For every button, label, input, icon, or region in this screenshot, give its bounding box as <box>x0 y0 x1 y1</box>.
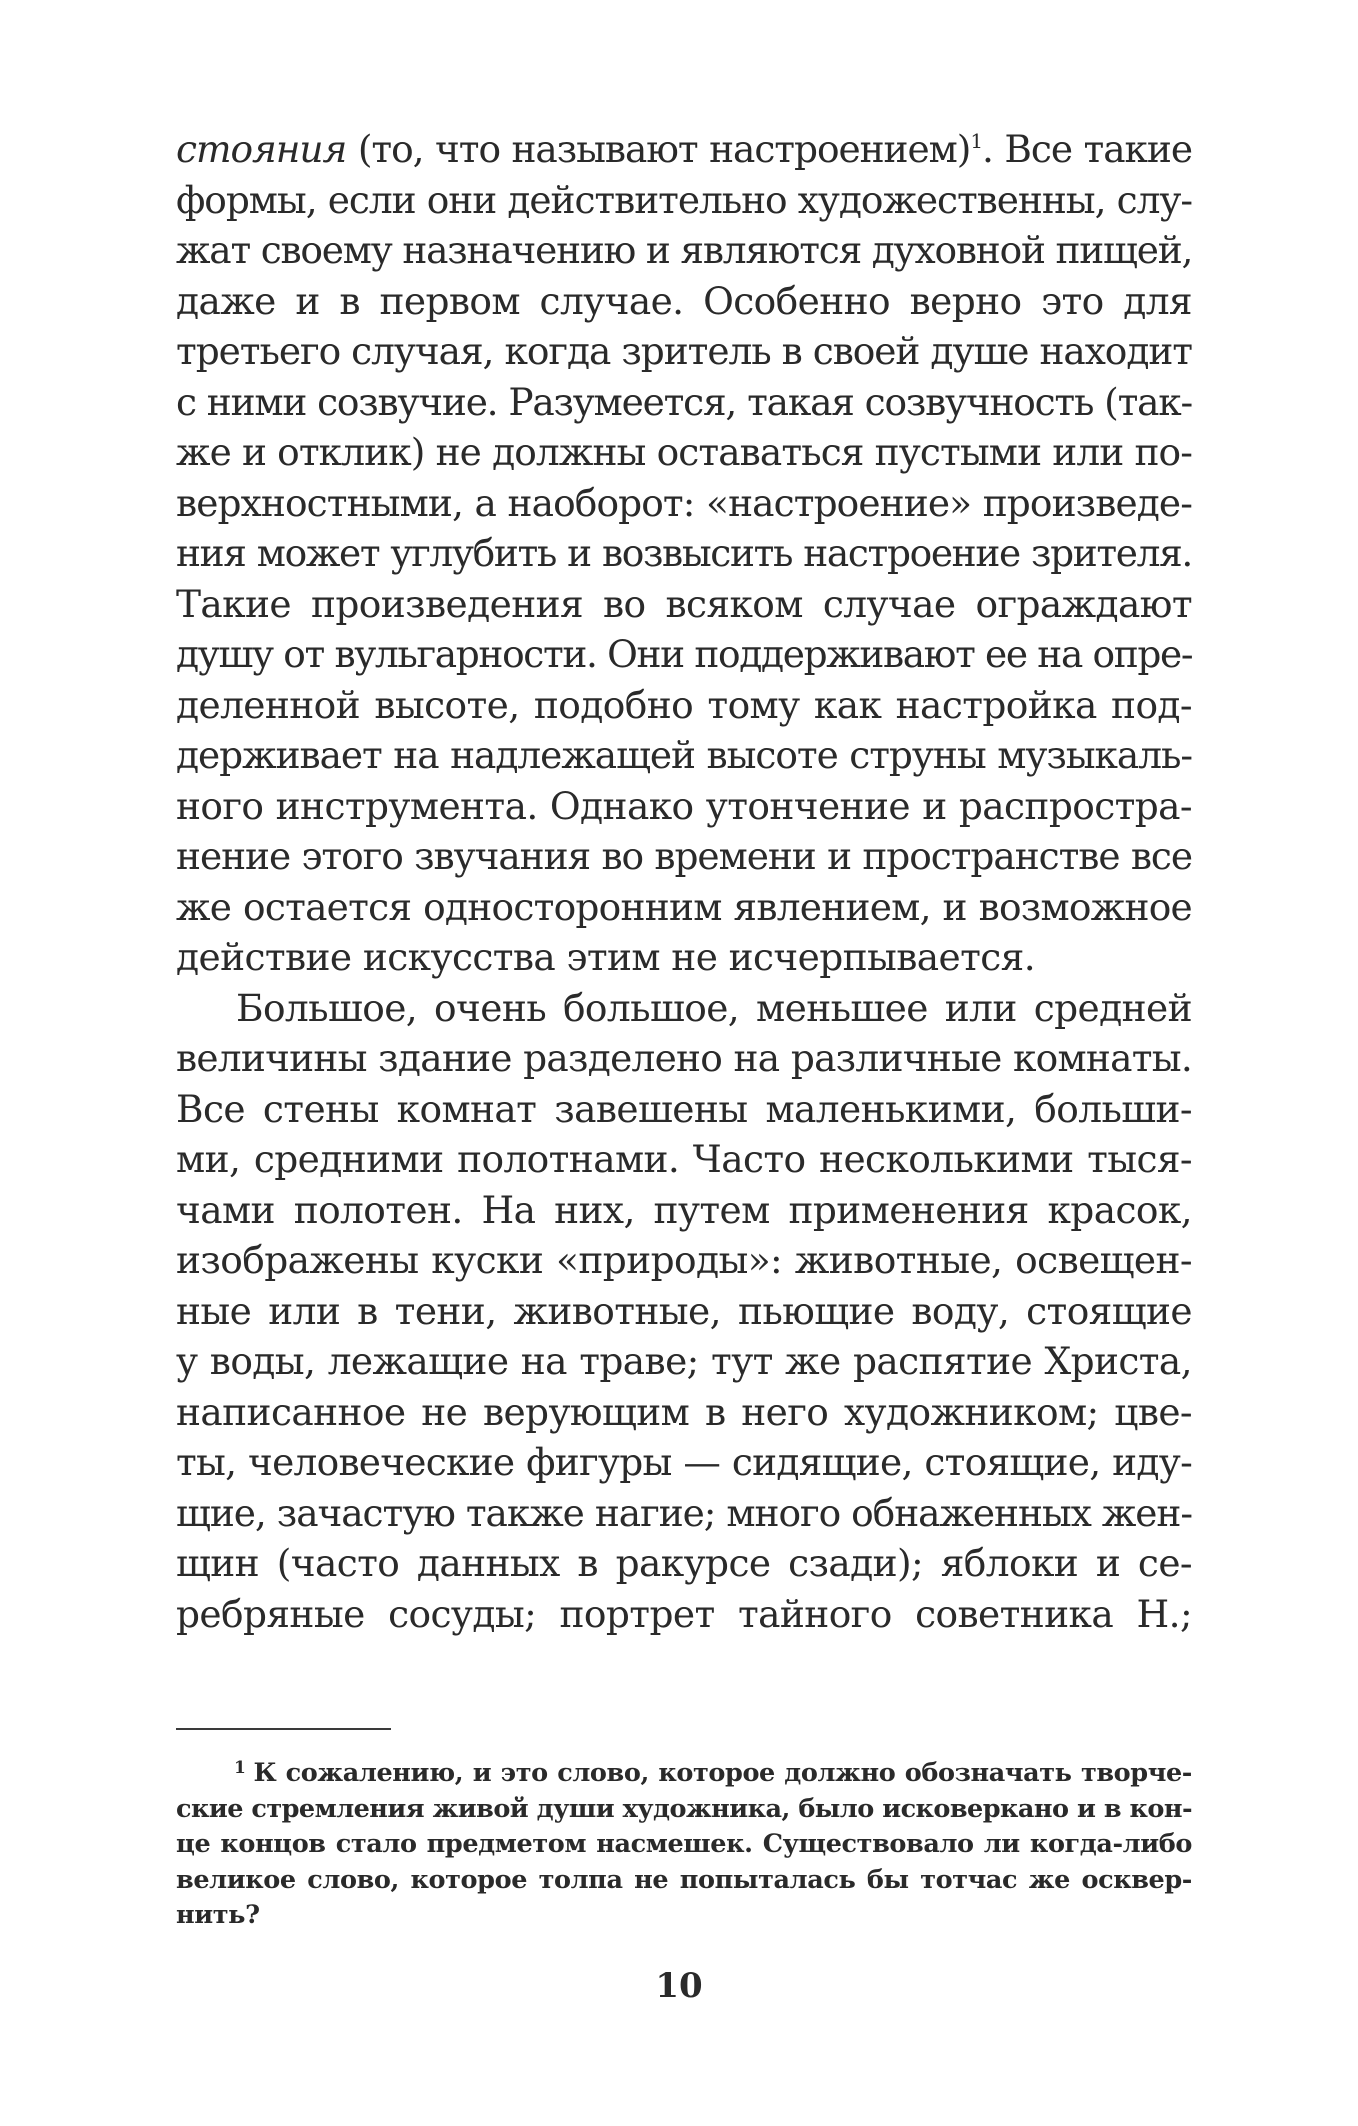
text-line: ного инструмента. Однако утончение и распростра- <box>176 783 1192 828</box>
text-line: же остается односторонним явлением, и возможное <box>176 884 1192 929</box>
text-line: ребряные сосуды; портрет тайного советника Н.; <box>176 1591 1192 1636</box>
text-line: деленной высоте, подобно тому как настройка под- <box>176 682 1192 727</box>
text-line: даже и в первом случае. Особенно верно это для <box>176 278 1192 323</box>
text-line: душу от вульгарности. Они поддерживают ее на опре- <box>176 632 1193 676</box>
text-line: Все стены комнат завешены маленькими, больши- <box>176 1086 1192 1131</box>
text-line: держивает на надлежащей высоте струны музыкаль- <box>176 733 1192 777</box>
footnote-line: великое слово, которое толпа не попыталась бы тотчас же осквер- <box>176 1864 1192 1895</box>
text-line: же и отклик) не должны оставаться пустыми или по- <box>176 430 1192 474</box>
text-line: Такие произведения во всяком случае ограждают <box>176 581 1192 626</box>
text-line: нение этого звучания во времени и пространстве все <box>176 834 1192 878</box>
footnote-line: $^1$ К сожалению, и это слово, которое должно обозначать творче- <box>234 1758 1192 1788</box>
paragraph-start-line: Большое, очень большое, меньшее или средней <box>236 985 1192 1030</box>
text-line: у воды, лежащие на траве; тут же распятие Христа, <box>176 1339 1192 1383</box>
text-line: жат своему назначению и являются духовной пищей, <box>176 228 1193 272</box>
text-line: щие, зачастую также нагие; много обнаженных жен- <box>176 1490 1192 1535</box>
text-line: верхностными, а наоборот: «настроение» произведе- <box>176 480 1192 525</box>
text-line: изображены куски «природы»: животные, освещен- <box>176 1238 1192 1282</box>
footnote-marker: 1 <box>234 1758 246 1778</box>
main-text <box>176 124 1192 1639</box>
text-line: действие искусства этим не исчерпывается. <box>176 935 1036 979</box>
footnote <box>176 1756 1192 1934</box>
text-line: ми, средними полотнами. Часто несколькими тыся- <box>176 1137 1192 1181</box>
text-line: написанное не верующим в него художником; цве- <box>176 1389 1192 1434</box>
text-line: ты, человеческие фигуры — сидящие, стоящие, иду- <box>176 1440 1192 1484</box>
text-line: щин (часто данных в ракурсе сзади); яблоки и се- <box>176 1541 1192 1585</box>
text-line: величины здание разделено на различные комнаты. <box>176 1036 1192 1080</box>
footnote-line: нить? <box>176 1900 260 1930</box>
footnote-line: ские стремления живой души художника, было исковеркано и в кон- <box>176 1793 1192 1824</box>
text-line: ния может углубить и возвысить настроение зрителя. <box>176 531 1192 575</box>
text-line: формы, если они действительно художественны, слу- <box>176 177 1192 222</box>
text-line: чами полотен. На них, путем применения красок, <box>176 1187 1192 1232</box>
footnote-line: це концов стало предметом насмешек. Существовало ли когда-либо <box>176 1829 1192 1859</box>
text-line: стояния (то, что называют настроением)$^1$. Все такие <box>176 127 1192 171</box>
page-number: 10 <box>655 1966 703 2006</box>
italic-word: стояния <box>176 127 347 171</box>
footnote-reference: 1 <box>970 129 983 153</box>
text-line: третьего случая, когда зритель в своей душе находит <box>176 329 1192 373</box>
footnote-divider <box>176 1728 391 1730</box>
text-line: с ними созвучие. Разумеется, такая созвучность (так- <box>176 379 1192 424</box>
text-line: ные или в тени, животные, пьющие воду, стоящие <box>176 1288 1192 1333</box>
